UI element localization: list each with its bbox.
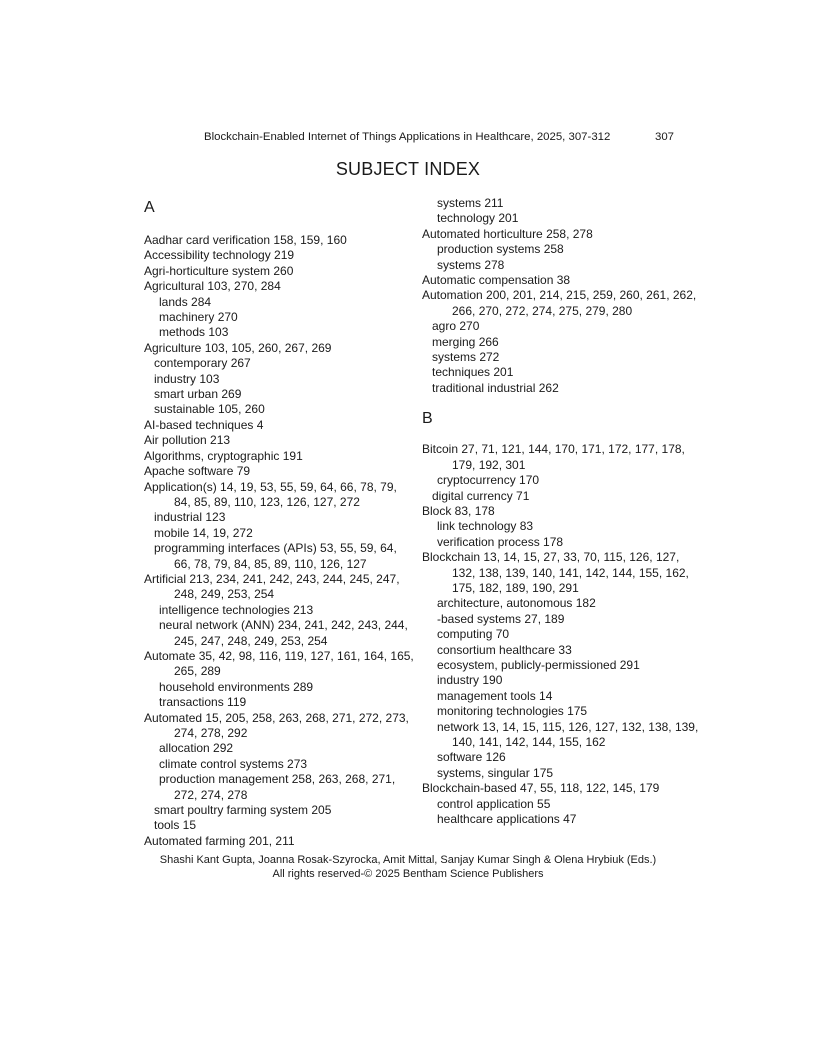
index-entry: Algorithms, cryptographic 191	[144, 448, 303, 463]
index-subentry: household environments 289	[159, 679, 314, 694]
section-letter-a: A	[144, 199, 155, 216]
index-subentry: smart poultry farming system 205	[154, 803, 332, 818]
section-letter-b: B	[422, 410, 433, 428]
index-subentry: technology 201	[437, 211, 519, 226]
index-subentry: -based systems 27, 189	[437, 611, 565, 626]
index-subentry: allocation 292	[159, 741, 234, 756]
index-entry: Block 83, 178	[422, 503, 495, 518]
index-subentry: merging 266	[432, 334, 499, 349]
index-entry: Application(s) 14, 19, 53, 55, 59, 64, 66, 78, 79, 84, 85, 89, 110, 123, 126, 127, 272	[144, 479, 397, 509]
index-entry: Automation 200, 201, 214, 215, 259, 260, 261, 262, 266, 270, 272, 274, 275, 279, 280	[422, 288, 697, 318]
index-subentry: link technology 83	[437, 519, 534, 534]
index-subentry: neural network (ANN) 234, 241, 242, 243, 244, 245, 247, 248, 249, 253, 254	[159, 618, 408, 648]
index-subentry: healthcare applications 47	[437, 812, 577, 827]
index-subentry: programming interfaces (APIs) 53, 55, 59, 64, 66, 78, 79, 84, 85, 89, 110, 126, 127	[154, 541, 397, 571]
index-subentry: tools 15	[154, 818, 197, 833]
running-title: Blockchain-Enabled Internet of Things Applications in Healthcare, 2025, 307-312	[204, 131, 611, 143]
index-subentry: network 13, 14, 15, 115, 126, 127, 132, 138, 139, 140, 141, 142, 144, 155, 162	[437, 719, 699, 749]
index-entry: Automated 15, 205, 258, 263, 268, 271, 272, 273, 274, 278, 292	[144, 710, 409, 740]
index-subentry: systems, singular 175	[437, 765, 554, 780]
index-subentry: traditional industrial 262	[432, 380, 559, 395]
index-subentry: lands 284	[159, 294, 212, 309]
index-subentry: industry 190	[437, 673, 503, 688]
index-subentry: ecosystem, publicly-permissioned 291	[437, 657, 640, 672]
index-subentry: intelligence technologies 213	[159, 602, 314, 617]
index-entry: Agri-horticulture system 260	[144, 263, 294, 278]
footer-editors: Shashi Kant Gupta, Joanna Rosak-Szyrocka, Amit Mittal, Sanjay Kumar Singh & Olena Hrybiuk (Eds.)	[159, 854, 657, 866]
index-subentry: smart urban 269	[154, 387, 242, 402]
index-entry: Automate 35, 42, 98, 116, 119, 127, 161, 164, 165, 265, 289	[144, 648, 414, 679]
index-entry: Automated horticulture 258, 278	[422, 226, 593, 241]
index-subentry: production systems 258	[437, 242, 564, 257]
index-subentry: contemporary 267	[154, 356, 251, 371]
index-subentry: industry 103	[154, 371, 220, 386]
index-subentry: methods 103	[159, 325, 229, 340]
index-subentry: control application 55	[437, 796, 551, 811]
index-subentry: mobile 14, 19, 272	[154, 525, 253, 540]
index-subentry: monitoring technologies 175	[437, 704, 588, 719]
index-subentry: techniques 201	[432, 365, 514, 380]
index-subentry: sustainable 105, 260	[154, 402, 265, 417]
index-entry: Accessibility technology 219	[144, 248, 295, 263]
index-entry: Agricultural 103, 270, 284	[144, 279, 281, 294]
index-entry: Apache software 79	[144, 464, 251, 479]
index-subentry: software 126	[437, 750, 506, 765]
index-subentry: architecture, autonomous 182	[437, 596, 596, 611]
index-column-left	[144, 197, 414, 849]
index-subentry: cryptocurrency 170	[437, 473, 540, 488]
index-entry: Air pollution 213	[144, 433, 231, 448]
index-subentry: computing 70	[437, 627, 510, 642]
index-column-right	[422, 196, 702, 827]
index-subentry: climate control systems 273	[159, 756, 308, 771]
index-subentry: systems 211	[437, 196, 504, 210]
index-subentry: systems 278	[437, 257, 505, 272]
index-subentry: management tools 14	[437, 688, 553, 703]
page-title: SUBJECT INDEX	[335, 159, 481, 179]
index-entry: Automatic compensation 38	[422, 273, 571, 288]
index-subentry: industrial 123	[154, 510, 226, 525]
index-subentry: systems 272	[432, 350, 500, 365]
index-subentry: verification process 178	[437, 534, 564, 549]
index-subentry: production management 258, 263, 268, 271, 272, 274, 278	[159, 772, 396, 802]
index-subentry: agro 270	[432, 319, 480, 334]
page-number: 307	[655, 131, 675, 143]
index-entry: AI-based techniques 4	[144, 417, 264, 432]
index-subentry: consortium healthcare 33	[437, 642, 572, 657]
index-entry: Bitcoin 27, 71, 121, 144, 170, 171, 172, 177, 178, 179, 192, 301	[422, 442, 685, 472]
index-entry: Automated farming 201, 211	[144, 833, 295, 848]
index-subentry: transactions 119	[159, 695, 247, 710]
index-entry: Blockchain-based 47, 55, 118, 122, 145, 179	[422, 781, 660, 796]
index-entry: Artificial 213, 234, 241, 242, 243, 244, 245, 247, 248, 249, 253, 254	[144, 571, 400, 602]
index-subentry: machinery 270	[159, 310, 238, 325]
page-footer	[0, 854, 816, 881]
index-subentry: digital currency 71	[432, 488, 530, 503]
index-entry: Aadhar card verification 158, 159, 160	[144, 233, 347, 247]
footer-copyright: All rights reserved-© 2025 Bentham Science Publishers	[272, 867, 544, 880]
index-entry: Blockchain 13, 14, 15, 27, 33, 70, 115, 126, 127, 132, 138, 139, 140, 141, 142, 144, 155, 162, 175, 182, 189, 190, 291	[422, 550, 689, 595]
index-entry: Agriculture 103, 105, 260, 267, 269	[144, 340, 332, 355]
